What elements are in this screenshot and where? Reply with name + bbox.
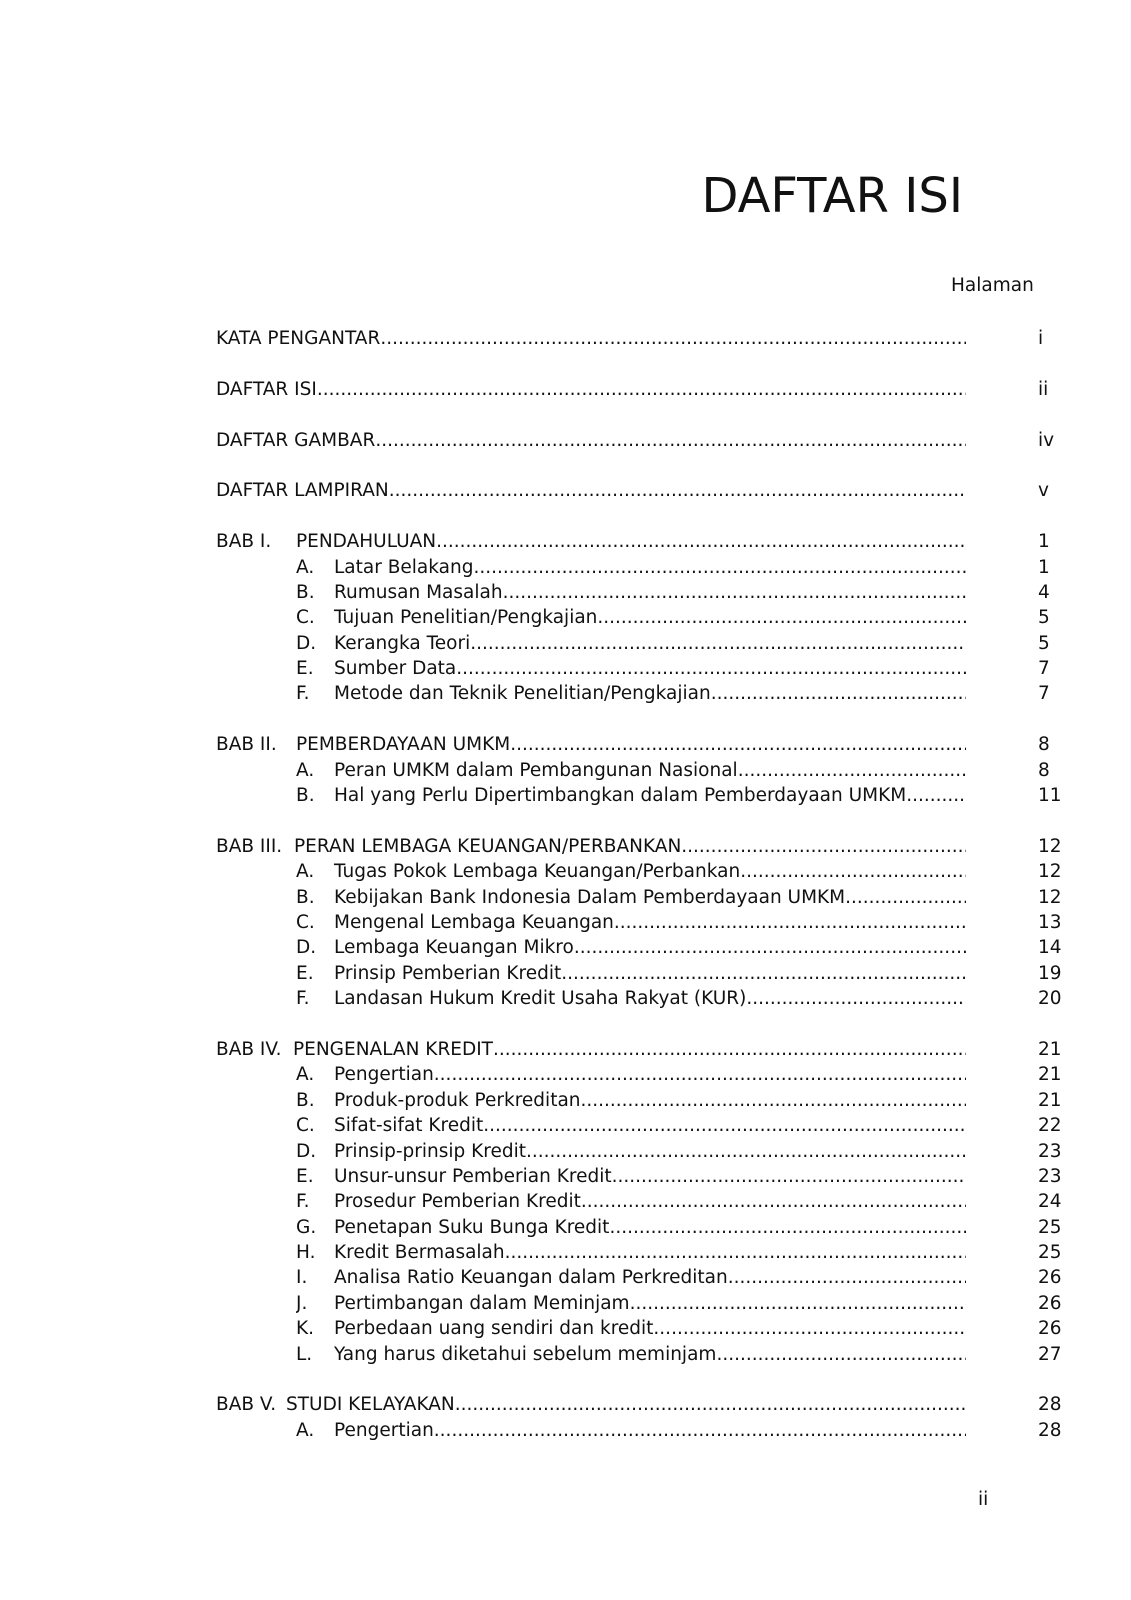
toc-subentry bbox=[216, 1139, 1066, 1164]
toc-page-number: 12 bbox=[1038, 886, 1062, 908]
toc-entry-label: Latar Belakang bbox=[334, 556, 474, 578]
toc-dot-leader bbox=[681, 834, 966, 859]
toc-entry-leader bbox=[296, 631, 966, 656]
toc-subentry bbox=[216, 1189, 1066, 1214]
toc-entry-leader bbox=[296, 885, 966, 910]
toc-dot-leader bbox=[845, 885, 966, 910]
toc-entry-label: Penetapan Suku Bunga Kredit bbox=[334, 1216, 610, 1238]
toc-entry-text bbox=[296, 935, 574, 960]
toc-entry-label: DAFTAR LAMPIRAN bbox=[216, 480, 389, 502]
toc-entry-leader bbox=[296, 580, 966, 605]
toc-entry-label: Pertimbangan dalam Meminjam bbox=[334, 1292, 630, 1314]
toc-page-number: 28 bbox=[1038, 1419, 1062, 1441]
toc-page-number: 23 bbox=[1038, 1140, 1062, 1162]
toc-page-number: 28 bbox=[1038, 1394, 1062, 1416]
toc-subentry-letter: B. bbox=[296, 785, 315, 807]
toc-dot-leader bbox=[716, 1342, 966, 1367]
toc-subentry-letter: A. bbox=[296, 1064, 315, 1086]
toc-entry-label: Tujuan Penelitian/Pengkajian bbox=[334, 607, 598, 629]
toc-entry-leader bbox=[296, 681, 966, 706]
toc-subentry bbox=[216, 1164, 1066, 1189]
toc-entry-label: Peran UMKM dalam Pembangunan Nasional bbox=[334, 759, 738, 781]
toc-entry-label: Kerangka Teori bbox=[334, 632, 471, 654]
toc-entry-leader bbox=[216, 1037, 966, 1062]
toc-entry bbox=[216, 834, 1066, 859]
toc-page-number: 5 bbox=[1038, 632, 1050, 654]
toc-entry-text bbox=[216, 326, 380, 351]
toc-subentry bbox=[216, 783, 1066, 808]
toc-entry-leader bbox=[216, 428, 966, 453]
toc-page-number: v bbox=[1038, 480, 1049, 502]
toc-entry bbox=[216, 428, 1066, 453]
toc-entry-text bbox=[296, 961, 561, 986]
table-of-contents bbox=[216, 326, 1066, 1443]
toc-entry-label: DAFTAR GAMBAR bbox=[216, 429, 376, 451]
toc-entry bbox=[216, 529, 1066, 554]
toc-dot-leader bbox=[574, 935, 966, 960]
toc-subentry bbox=[216, 986, 1066, 1011]
toc-dot-leader bbox=[581, 1088, 966, 1113]
toc-entry-leader bbox=[216, 529, 966, 554]
toc-subentry-letter: A. bbox=[296, 556, 315, 578]
toc-page-number: 1 bbox=[1038, 556, 1050, 578]
toc-subentry-letter: F. bbox=[296, 683, 310, 705]
toc-entry-leader bbox=[296, 1088, 966, 1113]
toc-entry-leader bbox=[216, 1392, 966, 1417]
toc-entry-label: Hal yang Perlu Dipertimbangkan dalam Pemberdayaan UMKM bbox=[334, 785, 907, 807]
toc-entry-text bbox=[296, 1139, 526, 1164]
toc-entry-text bbox=[296, 656, 456, 681]
toc-entry-label: PEMBERDAYAAN UMKM bbox=[296, 734, 511, 756]
toc-dot-leader bbox=[711, 681, 966, 706]
toc-page-number: 11 bbox=[1038, 785, 1062, 807]
toc-subentry bbox=[216, 656, 1066, 681]
toc-entry-text bbox=[296, 1062, 434, 1087]
toc-entry-text bbox=[216, 1037, 493, 1062]
toc-subentry-letter: E. bbox=[296, 658, 314, 680]
toc-entry-label: Prinsip-prinsip Kredit bbox=[334, 1140, 526, 1162]
toc-entry-label: Tugas Pokok Lembaga Keuangan/Perbankan bbox=[334, 861, 741, 883]
toc-chapter-number: BAB I. bbox=[216, 531, 272, 553]
toc-page-number: 20 bbox=[1038, 988, 1062, 1010]
toc-dot-leader bbox=[738, 758, 966, 783]
toc-entry-leader bbox=[296, 1342, 966, 1367]
toc-page-number: 25 bbox=[1038, 1216, 1062, 1238]
toc-dot-leader bbox=[614, 910, 966, 935]
toc-page-number: iv bbox=[1038, 429, 1055, 451]
toc-entry-leader bbox=[296, 910, 966, 935]
toc-subentry-letter: C. bbox=[296, 607, 315, 629]
toc-entry-text bbox=[296, 910, 614, 935]
toc-subentry-letter: C. bbox=[296, 1115, 315, 1137]
toc-dot-leader bbox=[740, 859, 966, 884]
toc-page-number: 5 bbox=[1038, 607, 1050, 629]
toc-dot-leader bbox=[581, 1189, 966, 1214]
toc-page-number: 23 bbox=[1038, 1165, 1062, 1187]
toc-page-number: 24 bbox=[1038, 1191, 1062, 1213]
toc-entry-text bbox=[296, 681, 711, 706]
toc-entry-leader bbox=[296, 1189, 966, 1214]
toc-dot-leader bbox=[609, 1215, 966, 1240]
toc-dot-leader bbox=[612, 1164, 966, 1189]
toc-page-number: 26 bbox=[1038, 1292, 1062, 1314]
toc-entry-label: Kebijakan Bank Indonesia Dalam Pemberdayaan UMKM bbox=[334, 886, 846, 908]
toc-subentry-letter: D. bbox=[296, 1140, 317, 1162]
toc-subentry-letter: H. bbox=[296, 1242, 316, 1264]
toc-page-number: 22 bbox=[1038, 1115, 1062, 1137]
toc-page-number: 21 bbox=[1038, 1038, 1062, 1060]
toc-entry-leader bbox=[216, 834, 966, 859]
toc-dot-leader bbox=[380, 326, 966, 351]
toc-subentry-letter: B. bbox=[296, 886, 315, 908]
toc-entry-text bbox=[296, 1189, 581, 1214]
toc-subentry bbox=[216, 555, 1066, 580]
toc-chapter-number: BAB V. bbox=[216, 1394, 277, 1416]
toc-subentry bbox=[216, 1418, 1066, 1443]
toc-subentry-letter: B. bbox=[296, 1089, 315, 1111]
toc-subentry-letter: F. bbox=[296, 988, 310, 1010]
toc-entry-leader bbox=[216, 377, 966, 402]
toc-dot-leader bbox=[434, 1062, 966, 1087]
toc-entry-text bbox=[296, 1265, 728, 1290]
toc-entry-text bbox=[296, 580, 503, 605]
footer-page-number: ii bbox=[978, 1489, 989, 1510]
toc-page-number: 26 bbox=[1038, 1267, 1062, 1289]
toc-subentry bbox=[216, 1088, 1066, 1113]
toc-entry-leader bbox=[296, 1291, 966, 1316]
toc-entry-label: Yang harus diketahui sebelum meminjam bbox=[334, 1343, 717, 1365]
toc-entry-label: KATA PENGANTAR bbox=[216, 328, 381, 349]
toc-subentry bbox=[216, 885, 1066, 910]
toc-subentry bbox=[216, 935, 1066, 960]
toc-subentry-letter: E. bbox=[296, 962, 314, 984]
toc-entry-label: STUDI KELAYAKAN bbox=[286, 1394, 455, 1416]
toc-chapter-number: BAB II. bbox=[216, 734, 277, 756]
toc-page-number: 4 bbox=[1038, 581, 1050, 603]
toc-entry-text bbox=[216, 428, 375, 453]
toc-entry-label: Prinsip Pemberian Kredit bbox=[334, 962, 562, 984]
toc-chapter-number: BAB III. bbox=[216, 835, 283, 857]
toc-entry bbox=[216, 1392, 1066, 1417]
toc-page-number: 7 bbox=[1038, 658, 1050, 680]
toc-entry-text bbox=[296, 605, 597, 630]
toc-subentry bbox=[216, 1062, 1066, 1087]
toc-page-number: 13 bbox=[1038, 911, 1062, 933]
toc-dot-leader bbox=[503, 580, 966, 605]
toc-entry-leader bbox=[296, 859, 966, 884]
toc-entry-text bbox=[296, 1113, 483, 1138]
toc-dot-leader bbox=[455, 1392, 966, 1417]
toc-entry-label: Sumber Data bbox=[334, 658, 457, 680]
toc-entry-label: Sifat-sifat Kredit bbox=[334, 1115, 484, 1137]
toc-subentry bbox=[216, 605, 1066, 630]
toc-page-number: i bbox=[1038, 328, 1044, 349]
toc-entry-text bbox=[296, 783, 906, 808]
toc-dot-leader bbox=[597, 605, 966, 630]
toc-entry bbox=[216, 377, 1066, 402]
toc-entry-label: Pengertian bbox=[334, 1064, 434, 1086]
toc-entry-text bbox=[296, 1342, 716, 1367]
toc-entry-label: PENDAHULUAN bbox=[296, 531, 437, 553]
toc-entry-leader bbox=[296, 986, 966, 1011]
toc-subentry bbox=[216, 1265, 1066, 1290]
toc-entry-leader bbox=[216, 732, 966, 757]
toc-subentry bbox=[216, 859, 1066, 884]
toc-entry-label: Metode dan Teknik Penelitian/Pengkajian bbox=[334, 683, 711, 705]
toc-entry-label: Unsur-unsur Pemberian Kredit bbox=[334, 1165, 612, 1187]
toc-entry-text bbox=[296, 1240, 505, 1265]
toc-dot-leader bbox=[473, 555, 966, 580]
toc-subentry-letter: J. bbox=[296, 1292, 308, 1314]
toc-entry-text bbox=[296, 859, 740, 884]
toc-subentry bbox=[216, 910, 1066, 935]
toc-dot-leader bbox=[510, 732, 966, 757]
toc-page-number: 8 bbox=[1038, 734, 1050, 756]
toc-entry-leader bbox=[296, 961, 966, 986]
toc-entry bbox=[216, 1037, 1066, 1062]
toc-dot-leader bbox=[434, 1418, 966, 1443]
toc-subentry bbox=[216, 1240, 1066, 1265]
toc-entry-label: Produk-produk Perkreditan bbox=[334, 1089, 581, 1111]
toc-page-number: 26 bbox=[1038, 1318, 1062, 1340]
toc-entry-leader bbox=[296, 605, 966, 630]
toc-entry-label: Kredit Bermasalah bbox=[334, 1242, 505, 1264]
toc-entry-text bbox=[296, 1164, 612, 1189]
toc-entry-text bbox=[216, 732, 510, 757]
toc-entry-text bbox=[296, 758, 738, 783]
toc-entry-label: Mengenal Lembaga Keuangan bbox=[334, 911, 614, 933]
toc-page-number: 7 bbox=[1038, 683, 1050, 705]
toc-entry bbox=[216, 326, 1066, 351]
toc-entry-leader bbox=[296, 1215, 966, 1240]
toc-entry-leader bbox=[296, 1113, 966, 1138]
toc-subentry-letter: D. bbox=[296, 632, 317, 654]
toc-chapter-number: BAB IV. bbox=[216, 1038, 282, 1060]
toc-dot-leader bbox=[456, 656, 966, 681]
toc-subentry bbox=[216, 1291, 1066, 1316]
toc-page-number: 21 bbox=[1038, 1064, 1062, 1086]
toc-entry-label: Lembaga Keuangan Mikro bbox=[334, 937, 574, 959]
toc-entry-text bbox=[296, 1291, 630, 1316]
toc-entry-text bbox=[216, 377, 317, 402]
toc-entry-label: Analisa Ratio Keuangan dalam Perkreditan bbox=[334, 1267, 728, 1289]
toc-entry-leader bbox=[296, 1316, 966, 1341]
toc-dot-leader bbox=[906, 783, 966, 808]
toc-dot-leader bbox=[483, 1113, 966, 1138]
toc-entry-leader bbox=[296, 1265, 966, 1290]
toc-subentry-letter: A. bbox=[296, 759, 315, 781]
toc-dot-leader bbox=[505, 1240, 966, 1265]
toc-entry-leader bbox=[296, 656, 966, 681]
toc-dot-leader bbox=[728, 1265, 966, 1290]
toc-entry-label: DAFTAR ISI bbox=[216, 378, 317, 400]
toc-page-number: 25 bbox=[1038, 1242, 1062, 1264]
toc-page-number: 12 bbox=[1038, 861, 1062, 883]
toc-entry-text bbox=[296, 986, 746, 1011]
toc-dot-leader bbox=[653, 1316, 966, 1341]
toc-subentry-letter: L. bbox=[296, 1343, 313, 1365]
toc-subentry bbox=[216, 1342, 1066, 1367]
toc-entry bbox=[216, 478, 1066, 503]
toc-subentry-letter: F. bbox=[296, 1191, 310, 1213]
toc-subentry-letter: D. bbox=[296, 937, 317, 959]
toc-entry bbox=[216, 732, 1066, 757]
toc-page-number: ii bbox=[1038, 378, 1049, 400]
toc-entry-text bbox=[296, 555, 473, 580]
toc-page-number: 12 bbox=[1038, 835, 1062, 857]
toc-subentry bbox=[216, 681, 1066, 706]
toc-entry-text bbox=[296, 1418, 434, 1443]
toc-entry-leader bbox=[216, 326, 966, 351]
toc-entry-text bbox=[216, 1392, 455, 1417]
toc-entry-leader bbox=[296, 1139, 966, 1164]
toc-entry-leader bbox=[296, 783, 966, 808]
toc-subentry-letter: G. bbox=[296, 1216, 317, 1238]
toc-entry-text bbox=[296, 1316, 653, 1341]
toc-subentry bbox=[216, 1215, 1066, 1240]
toc-entry-text bbox=[296, 885, 845, 910]
toc-subentry-letter: A. bbox=[296, 1419, 315, 1441]
toc-dot-leader bbox=[317, 377, 966, 402]
toc-entry-leader bbox=[296, 1062, 966, 1087]
toc-entry-text bbox=[216, 529, 436, 554]
toc-subentry-letter: C. bbox=[296, 911, 315, 933]
toc-entry-leader bbox=[296, 1164, 966, 1189]
toc-entry-text bbox=[296, 1088, 581, 1113]
toc-entry-text bbox=[296, 1215, 609, 1240]
toc-subentry bbox=[216, 580, 1066, 605]
toc-entry-leader bbox=[296, 758, 966, 783]
toc-page-number: 19 bbox=[1038, 962, 1062, 984]
toc-entry-leader bbox=[296, 1240, 966, 1265]
toc-subentry-letter: E. bbox=[296, 1165, 314, 1187]
toc-entry-text bbox=[216, 478, 389, 503]
toc-subentry-letter: A. bbox=[296, 861, 315, 883]
toc-page-number: 27 bbox=[1038, 1343, 1062, 1365]
toc-entry-label: Perbedaan uang sendiri dan kredit bbox=[334, 1318, 654, 1340]
toc-subentry bbox=[216, 631, 1066, 656]
toc-page-number: 1 bbox=[1038, 531, 1050, 553]
page-title: DAFTAR ISI bbox=[701, 168, 963, 224]
toc-subentry bbox=[216, 1316, 1066, 1341]
toc-page-number: 21 bbox=[1038, 1089, 1062, 1111]
toc-entry-label: Prosedur Pemberian Kredit bbox=[334, 1191, 581, 1213]
toc-dot-leader bbox=[493, 1037, 966, 1062]
toc-entry-text bbox=[216, 834, 681, 859]
toc-dot-leader bbox=[436, 529, 966, 554]
toc-dot-leader bbox=[470, 631, 966, 656]
toc-entry-label: PENGENALAN KREDIT bbox=[293, 1038, 493, 1060]
toc-subentry-letter: I. bbox=[296, 1267, 308, 1289]
toc-entry-leader bbox=[216, 478, 966, 503]
toc-entry-label: Rumusan Masalah bbox=[334, 581, 503, 603]
page-column-header: Halaman bbox=[951, 275, 1034, 296]
toc-subentry-letter: K. bbox=[296, 1318, 315, 1340]
toc-subentry bbox=[216, 961, 1066, 986]
toc-dot-leader bbox=[561, 961, 966, 986]
toc-dot-leader bbox=[375, 428, 966, 453]
toc-dot-leader bbox=[526, 1139, 966, 1164]
toc-entry-leader bbox=[296, 555, 966, 580]
toc-dot-leader bbox=[389, 478, 966, 503]
toc-subentry-letter: B. bbox=[296, 581, 315, 603]
toc-entry-leader bbox=[296, 935, 966, 960]
toc-page-number: 8 bbox=[1038, 759, 1050, 781]
toc-subentry bbox=[216, 1113, 1066, 1138]
toc-entry-text bbox=[296, 631, 470, 656]
toc-entry-leader bbox=[296, 1418, 966, 1443]
toc-entry-label: Pengertian bbox=[334, 1419, 434, 1441]
toc-entry-label: Landasan Hukum Kredit Usaha Rakyat (KUR) bbox=[334, 988, 747, 1010]
toc-dot-leader bbox=[630, 1291, 966, 1316]
toc-page-number: 14 bbox=[1038, 937, 1062, 959]
toc-entry-label: PERAN LEMBAGA KEUANGAN/PERBANKAN bbox=[294, 835, 682, 857]
toc-dot-leader bbox=[746, 986, 966, 1011]
toc-subentry bbox=[216, 758, 1066, 783]
